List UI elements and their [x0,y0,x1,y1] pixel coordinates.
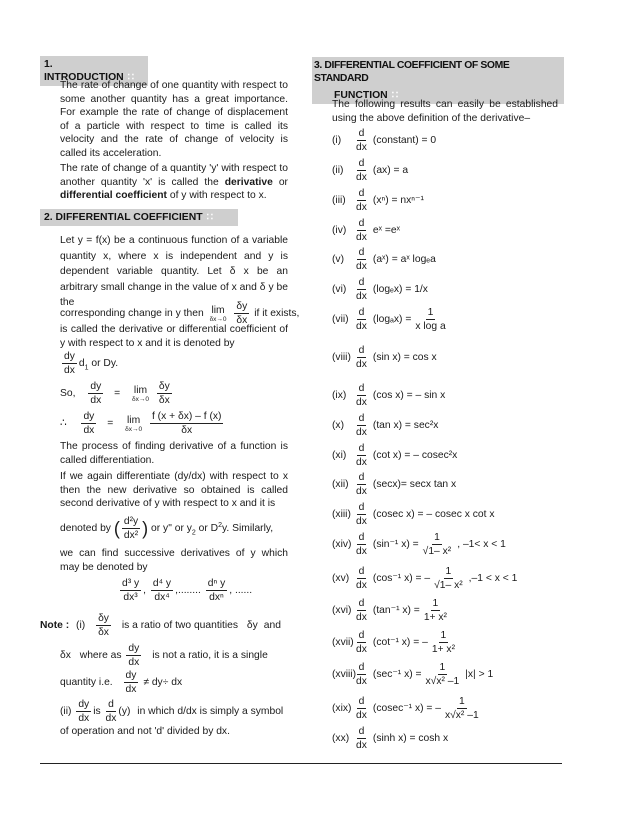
formula-number: (xviii) [332,669,357,681]
dots-icon: ∷ [391,90,400,101]
formula-expression: (tan x) = sec²x [372,420,439,432]
fraction: $\frac{\delta y}{\delta x}$ [236,301,248,326]
formula-row [332,158,408,183]
formula-row [332,188,424,213]
formula-condition: |x| > 1 [465,669,494,681]
formula-expression: (logₑx) = 1/x [372,284,428,296]
formula-expression: (sin x) = cos x [372,352,437,364]
second-derivative-paragraph: If we again differentiate (dy/dx) with respect to x then the new derivative so obtained is called second derivative of y with respect to x and it is [60,471,288,510]
formula-row [332,502,495,527]
formula-row [332,598,449,623]
formula-row [332,277,428,302]
formula-expression: (cos x) = – sin x [372,390,446,402]
formula-number: (vi) [332,284,347,296]
standard-intro-paragraph: The following results can easily be established using the above definition of the derivative– [332,99,558,124]
formula-expression: (secx)= secx tan x [372,479,457,491]
second-derivative-notation: denoted by ( $\frac{\text{d²y}}{\text{dx²}}$ ) or y" or $y_2$ or $D^2y$. Similarly, [60,516,274,541]
formula-row [332,128,436,153]
formula-fraction: $\frac{1}{\text{√1– x²}}$ [434,566,463,591]
dots-icon: ∷ [206,212,214,223]
formula-condition: ,–1 < x < 1 [468,573,518,585]
formula-fraction: $\frac{1}{\text{√1– x²}}$ [422,532,452,557]
formula-number: (xiv) [332,539,352,551]
formula-expression: (sin⁻¹ x) = [372,539,419,551]
d-dx-operator: $\frac{d}{dx}$ [356,502,367,527]
formula-condition: , –1< x < 1 [457,539,506,551]
formula-row [332,726,448,751]
formula-expression: (aˣ) = aˣ logₑa [372,254,436,266]
d-dx-operator: $\frac{d}{dx}$ [356,696,367,721]
so-equation: So, $\frac{dy}{dx}$ = lim δx→0 $\frac{\delta y}{\delta x}$ [60,381,170,406]
formula-number: (xiii) [332,509,351,521]
formula-fraction: $\frac{1}{\text{x√x² –1}}$ [425,662,460,687]
formula-row [332,472,456,497]
note-line-3: quantity i.e. $\frac{dy}{dx}$ ≠ dy÷ dx [60,670,183,695]
d-dx-operator: $\frac{d}{dx}$ [356,383,367,408]
formula-row [332,566,517,591]
notation-line: $\frac{dy}{dx}$ $d_1$ or Dy. [64,351,119,376]
formula-expression: (sinh x) = cosh x [372,733,449,745]
formula-row [332,247,436,272]
d-dx-operator: $\frac{d}{dx}$ [356,277,367,302]
formula-row [332,532,506,557]
d-dx-operator: $\frac{d}{dx}$ [356,662,367,687]
d-dx-operator: $\frac{d}{dx}$ [356,532,367,557]
formula-fraction: $\frac{1}{\text{x√x² –1}}$ [444,696,479,721]
d-dx-operator: $\frac{d}{dx}$ [356,128,367,153]
formula-number: (xv) [332,573,350,585]
d-dx-operator: $\frac{d}{dx}$ [356,726,367,751]
formula-number: (ix) [332,390,347,402]
section-heading-standard-functions: 3. DIFFERENTIAL COEFFICIENT OF SOME STANDARD FUNCTION ∷ [312,57,564,104]
formula-number: (xvi) [332,605,352,617]
formula-expression: (cot⁻¹ x) = – [372,637,428,649]
intro-paragraph-2: The rate of change of a quantity 'y' with respect to another quantity 'x' is called the derivative or differential coefficient of y with respect to x. [60,163,288,202]
formula-number: (ii) [332,165,344,177]
section-title: 2. DIFFERENTIAL COEFFICIENT [44,212,203,223]
note-line-2: δx where as $\frac{dy}{dx}$ is not a ratio, it is a single [60,643,268,668]
intro-paragraph-1: The rate of change of one quantity with respect to some another quantity has a great importance. For example the rate of change of displacement of a particle with respect to time is called its velocity and the rate of change of velocity is called its acceleration. [60,80,288,159]
formula-row [332,630,457,655]
formula-number: (iv) [332,225,347,237]
therefore-equation: ∴ $\frac{dy}{dx}$ = lim δx→0 $\frac{f (x + \delta x) - f (x)}{\delta x}$ [60,411,222,436]
successive-derivatives-sequence: $\frac{\text{d³ y}}{\text{dx³}}$ , $\frac{\text{d⁴ y}}{\text{dx⁴}}$ ,........ dⁿ y dxⁿ , ...... [122,578,253,603]
formula-number: (x) [332,420,345,432]
d-dx-operator: $\frac{d}{dx}$ [356,307,367,332]
note-line-1: Note : (i) $\frac{\delta y}{\delta x}$ is a ratio of two quantities δy and [40,613,281,638]
bracket-icon: ( [113,518,120,539]
d-dx-operator: $\frac{d}{dx}$ [356,188,367,213]
formula-fraction: $\frac{1}{\text{x log a}}$ [415,307,446,332]
formula-row [332,443,457,468]
formula-expression: (cosec x) = – cosec x cot x [372,509,495,521]
formula-fraction: $\frac{1}{\text{1+ x²}}$ [431,630,456,655]
formula-number: (xi) [332,450,347,462]
formula-expression: (constant) = 0 [372,135,437,147]
d-dx-operator: $\frac{d}{dx}$ [356,158,367,183]
formula-row [332,413,438,438]
formula-row [332,383,445,408]
formula-number: (xvii) [332,637,354,649]
limit-definition-line: corresponding change in y then lim δx→0 $\frac{\delta y}{\delta x}$ if it exists, [60,301,300,326]
formula-number: (xii) [332,479,349,491]
formula-number: (v) [332,254,345,266]
formula-row [332,218,400,243]
note-line-5: of operation and not 'd' divided by dx. [60,726,230,737]
d-dx-operator: $\frac{d}{dx}$ [356,598,367,623]
formula-expression: (ax) = a [372,165,409,177]
section-heading-differential-coefficient [40,209,238,226]
formula-number: (i) [332,135,342,147]
derivative-denoted-paragraph: is called the derivative or differential coefficient of y with respect to x and it is denoted by [60,324,288,349]
formula-row [332,662,493,687]
formula-number: (viii) [332,352,351,364]
d-dx-operator: $\frac{d}{dx}$ [356,413,367,438]
formula-expression: (cos⁻¹ x) = – [372,573,431,585]
section-title: 1. INTRODUCTION [44,59,124,83]
dots-icon: ∷ [127,72,136,83]
formula-expression: (cosec⁻¹ x) = – [372,703,441,715]
formula-row [332,307,448,332]
formula-row [332,696,481,721]
formula-expression: (tan⁻¹ x) = [372,605,420,617]
limit: lim δx→0 [209,304,227,323]
d-dx-operator: $\frac{d}{dx}$ [356,345,367,370]
differentiation-paragraph: The process of finding derivative of a function is called differentiation. [60,441,288,466]
formula-expression: (logₐx) = [372,314,412,326]
formula-expression: (cot x) = – cosec²x [372,450,458,462]
formula-row [332,345,437,370]
definition-paragraph: Let y = f(x) be a continuous function of a variable quantity x, where x is independent and y is dependent variable quantity. Let δ x be an arbitrary small change in the value of x and δ y be the [60,235,288,308]
formula-number: (xx) [332,733,350,745]
formula-expression: eˣ =eˣ [372,225,400,237]
note-line-4: (ii) $\frac{dy}{dx}$ is $\frac{d}{dx}$ (y) in which d/dx is simply a symbol [60,699,284,724]
d-dx-operator: $\frac{d}{dx}$ [356,443,367,468]
formula-expression: (sec⁻¹ x) = [372,669,422,681]
formula-expression: (xⁿ) = nxⁿ⁻¹ [372,195,424,207]
d-dx-operator: $\frac{d}{dx}$ [356,472,367,497]
formula-number: (vii) [332,314,349,326]
d-dx-operator: $\frac{d}{dx}$ [356,566,367,591]
formula-fraction: $\frac{1}{\text{1+ x²}}$ [423,598,447,623]
formula-number: (iii) [332,195,346,207]
d-dx-operator: $\frac{d}{dx}$ [356,630,367,655]
formula-number: (xix) [332,703,352,715]
d-dx-operator: $\frac{d}{dx}$ [356,218,367,243]
footer-divider [40,763,562,764]
successive-derivatives-paragraph: we can find successive derivatives of y which may be denoted by [60,548,288,573]
d-dx-operator: $\frac{d}{dx}$ [356,247,367,272]
therefore-icon: ∴ [60,418,67,430]
